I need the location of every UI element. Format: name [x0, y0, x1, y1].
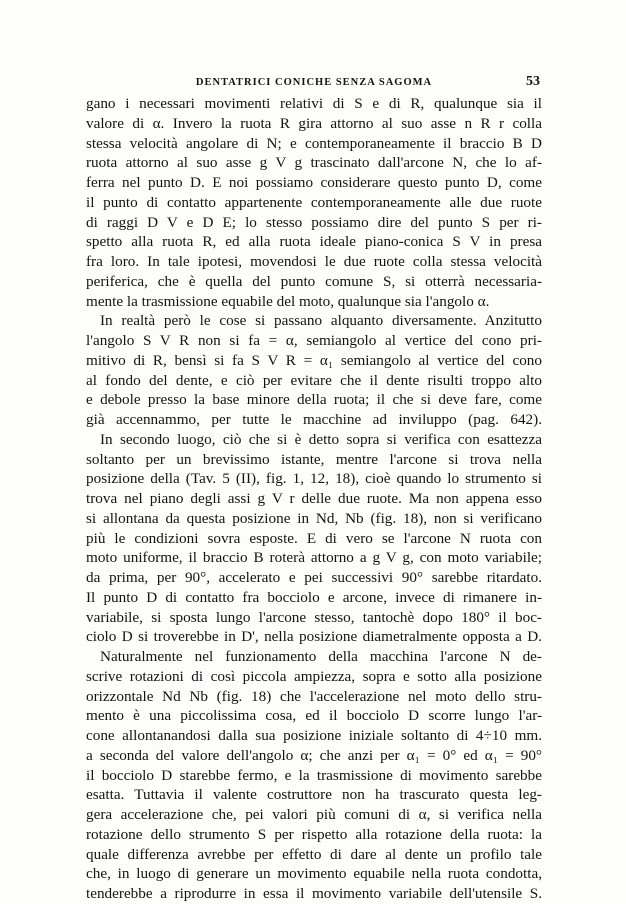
text-line: da prima, per 90°, accelerato e pei successivi 90° sarebbe ritardato.	[86, 569, 542, 586]
body-text	[86, 94, 542, 904]
text-line: a seconda del valore dell'angolo α; che anzi per α₁ = 0° ed α₁ = 90°	[86, 746, 542, 764]
text-line: stessa velocità angolare di N; e contemporaneamente il braccio B D	[86, 134, 542, 152]
text-line: cone allontanandosi dalla sua posizione iniziale soltanto di 4÷10 mm.	[86, 727, 542, 744]
text-line: trova nel piano degli assi g V r delle due ruote. Ma non appena esso	[86, 490, 542, 507]
text-line: soltanto per un brevissimo istante, mentre l'arcone si trova nella	[86, 450, 542, 468]
text-line: variabile, si sposta lungo l'arcone stesso, tantochè dopo 180° il boc-	[86, 608, 542, 626]
text-line: più le condizioni sovra esposte. E di vero se l'arcone N ruota con	[86, 529, 542, 547]
text-line: l'angolo S V R non si fa = α, semiangolo al vertice del cono pri-	[86, 332, 542, 349]
paragraph-first-line: In secondo luogo, ciò che si è detto sopra si verifica con esattezza	[100, 430, 542, 448]
text-line: gano i necessari movimenti relativi di S e di R, qualunque sia il	[86, 95, 542, 112]
text-line: ferra nel punto D. E noi possiamo considerare questo punto D, come	[86, 174, 542, 191]
text-line: al fondo del dente, e ciò per evitare che il dente risulti troppo alto	[86, 371, 542, 389]
text-line: orizzontale Nd Nb (fig. 18) che l'accelerazione nel moto dello stru-	[86, 687, 542, 705]
text-line: fra loro. In tale ipotesi, movendosi le due ruote colla stessa velocità	[86, 253, 542, 270]
text-line: ruota attorno al suo asse g V g trascinato dall'arcone N, che lo af-	[86, 154, 542, 172]
text-line: valore di α. Invero la ruota R gira attorno al suo asse n R r colla	[86, 114, 542, 132]
page-number: 53	[526, 74, 540, 89]
text-line: mitivo di R, bensì si fa S V R = α₁ semiangolo al vertice del cono	[86, 351, 542, 369]
text-line: gera accelerazione che, pei valori più comuni di α, si verifica nella	[86, 806, 542, 823]
page-header	[86, 74, 542, 94]
text-line: rotazione dello strumento S per rispetto alla rotazione della ruota: la	[86, 825, 542, 843]
text-line: quale differenza avrebbe per effetto di dare al dente un profilo tale	[86, 845, 542, 863]
text-line: esatta. Tuttavia il valente costruttore non ha trascurato questa leg-	[86, 786, 542, 804]
text-line: moto uniforme, il braccio B roterà attorno a g V g, con moto variabile;	[86, 549, 542, 567]
text-line: già accennammo, per tutte le macchine ad inviluppo (pag. 642).	[86, 411, 542, 428]
paragraph-first-line: In realtà però le cose si passano alquanto diversamente. Anzitutto	[100, 312, 542, 330]
paragraph-first-line: Naturalmente nel funzionamento della macchina l'arcone N de-	[100, 648, 542, 665]
text-line: Il punto D di contatto fra bocciolo e arcone, invece di rimanere in-	[86, 588, 542, 606]
text-line: si allontana da questa posizione in Nd, Nb (fig. 18), non si verificano	[86, 509, 542, 527]
text-line: mente la trasmissione equabile del moto, qualunque sia l'angolo α.	[86, 292, 490, 310]
text-line: mento è una piccolissima cosa, ed il bocciolo D scorre lungo l'ar-	[86, 707, 542, 725]
text-line: il bocciolo D starebbe fermo, e la trasmissione di movimento sarebbe	[86, 766, 542, 784]
text-line: che, in luogo di generare un movimento equabile nella ruota condotta,	[86, 865, 542, 883]
text-line: periferica, che è quella del punto comune S, si otterrà necessaria-	[86, 272, 542, 290]
text-line: spetto alla ruota R, ed alla ruota ideale piano-conica S V in presa	[86, 233, 542, 251]
text-line: scrive rotazioni di così piccola ampiezza, sopra e sotto alla posizione	[86, 667, 542, 685]
text-line: di raggi D V e D E; lo stesso possiamo dire del punto S per ri-	[86, 213, 542, 231]
text-line: posizione della (Tav. 5 (II), fig. 1, 12, 18), cioè quando lo strumento si	[86, 470, 542, 488]
text-line: tenderebbe a riprodurre in essa il movimento variabile dell'utensile S.	[86, 885, 542, 902]
running-title: DENTATRICI CONICHE SENZA SAGOMA	[195, 77, 433, 88]
text-line: ciolo D si troverebbe in D', nella posizione diametralmente opposta a D.	[86, 628, 542, 646]
text-line: e debole presso la base minore della ruota; il che si deve fare, come	[86, 391, 542, 409]
text-line: il punto di contatto appartenente contemporaneamente alle due ruote	[86, 193, 542, 211]
